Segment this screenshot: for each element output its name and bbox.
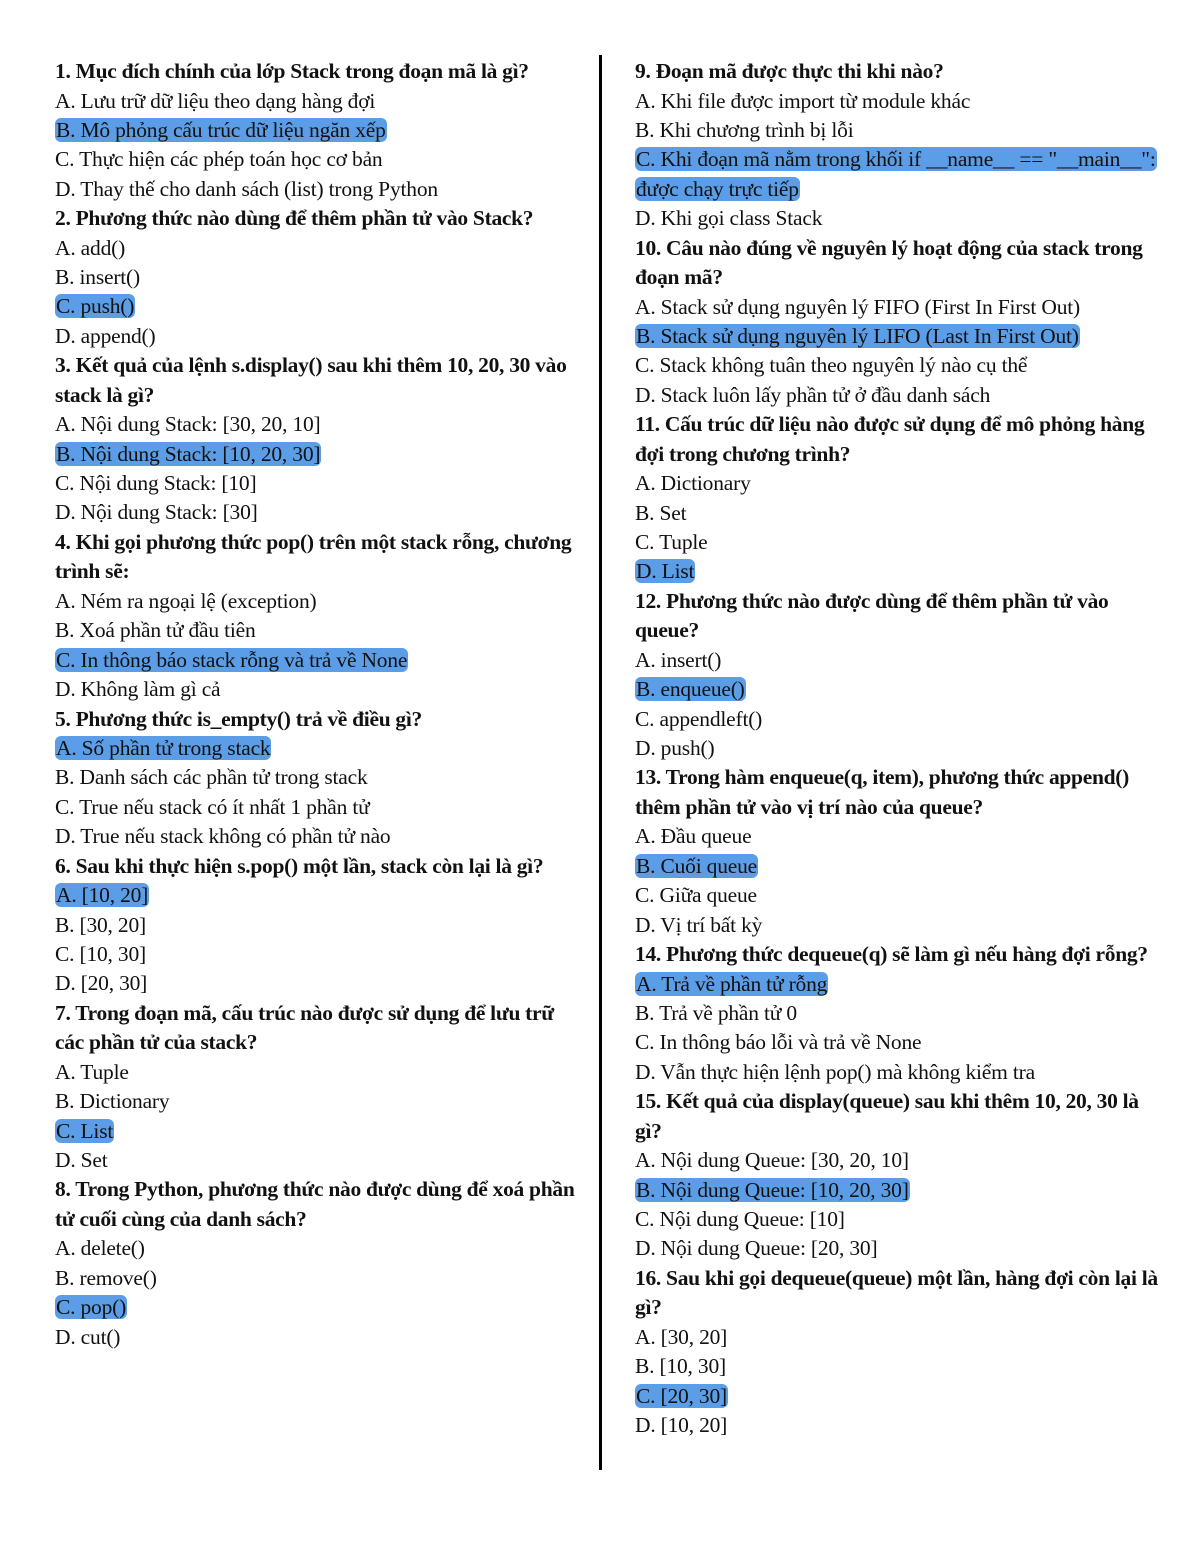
question-text: 7. Trong đoạn mã, cấu trúc nào được sử dụng để lưu trữ các phần tử của stack? (55, 1000, 554, 1055)
answer-option (635, 1058, 1160, 1087)
answer-option (55, 675, 575, 704)
question-text: 5. Phương thức is_empty() trả về điều gì? (55, 706, 422, 731)
answer-option (55, 793, 575, 822)
answer-option (55, 234, 575, 263)
answer-option (55, 616, 575, 645)
answer-text: D. Vị trí bất kỳ (635, 912, 763, 937)
answer-option (55, 175, 575, 204)
answer-option (635, 499, 1160, 528)
answer-text: C. Nội dung Queue: [10] (635, 1206, 845, 1231)
answer-option (635, 557, 1160, 586)
answer-option (635, 1234, 1160, 1263)
answer-text: C. True nếu stack có ít nhất 1 phần tử (55, 794, 370, 819)
left-column (55, 57, 575, 1352)
answer-text: C. Tuple (635, 529, 708, 554)
highlighted-answer: A. Trả về phần tử rỗng (636, 971, 828, 996)
answer-text: A. Nội dung Stack: [30, 20, 10] (55, 412, 321, 437)
answer-text: D. cut() (55, 1324, 121, 1349)
answer-option (635, 528, 1160, 557)
answer-option (635, 381, 1160, 410)
question-text: 15. Kết quả của display(queue) sau khi thêm 10, 20, 30 là gì? (635, 1089, 1139, 1143)
answer-text: A. Lưu trữ dữ liệu theo dạng hàng đợi (55, 88, 376, 113)
highlighted-answer: A. [10, 20] (56, 883, 149, 908)
question-block (635, 940, 1160, 1087)
answer-text: D. Set (55, 1147, 108, 1172)
answer-option (635, 469, 1160, 498)
question-block (55, 999, 575, 1176)
question-block (55, 351, 575, 528)
answer-option (635, 1352, 1160, 1381)
answer-option (55, 881, 575, 910)
answer-option (635, 204, 1160, 233)
answer-text: B. [30, 20] (55, 912, 146, 937)
answer-option (55, 1323, 575, 1352)
answer-option (55, 822, 575, 851)
answer-option (55, 322, 575, 351)
answer-option (635, 705, 1160, 734)
answer-text: A. Stack sử dụng nguyên lý FIFO (First In First Out) (635, 294, 1080, 319)
answer-option (55, 646, 575, 675)
answer-text: C. appendleft() (635, 706, 763, 731)
question-block (635, 1087, 1160, 1264)
answer-option (55, 587, 575, 616)
answer-option (55, 469, 575, 498)
highlighted-answer: B. Stack sử dụng nguyên lý LIFO (Last In First Out) (636, 323, 1079, 348)
answer-text: D. append() (55, 323, 156, 348)
highlighted-answer: B. enqueue() (636, 677, 745, 702)
answer-option (635, 116, 1160, 145)
question-block (55, 1175, 575, 1352)
highlighted-answer: A. Số phần tử trong stack (56, 736, 271, 760)
question-text: 12. Phương thức nào được dùng để thêm phần tử vào queue? (635, 588, 1109, 643)
answer-option (55, 410, 575, 439)
answer-text: D. Nội dung Stack: [30] (55, 500, 258, 525)
answer-text: A. Đầu queue (635, 824, 752, 849)
highlighted-answer: C. Khi đoạn mã nằm trong khối if __name__ == "__main__": được chạy trực tiếp (636, 147, 1156, 201)
answer-text: A. add() (55, 235, 126, 260)
question-block (55, 528, 575, 705)
answer-option (635, 675, 1160, 704)
answer-text: A. Nội dung Queue: [30, 20, 10] (635, 1148, 909, 1173)
question-text: 6. Sau khi thực hiện s.pop() một lần, stack còn lại là gì? (55, 853, 544, 878)
answer-option (55, 763, 575, 792)
highlighted-answer: C. pop() (56, 1295, 127, 1320)
question-text: 16. Sau khi gọi dequeue(queue) một lần, hàng đợi còn lại là gì? (635, 1265, 1158, 1320)
column-divider (599, 55, 602, 1470)
answer-option (55, 969, 575, 998)
answer-text: C. In thông báo lỗi và trả về None (635, 1030, 922, 1055)
answer-option (55, 1264, 575, 1293)
question-text: 9. Đoạn mã được thực thi khi nào? (635, 59, 944, 83)
question-text: 13. Trong hàm enqueue(q, item), phương thức append() thêm phần tử vào vị trí nào của queue? (635, 765, 1129, 819)
answer-text: B. Set (635, 500, 687, 525)
question-block (635, 587, 1160, 764)
answer-text: C. Stack không tuân theo nguyên lý nào cụ thể (635, 353, 1028, 378)
highlighted-answer: B. Nội dung Stack: [10, 20, 30] (56, 441, 321, 466)
highlighted-answer: B. Cuối queue (636, 853, 758, 878)
answer-option (55, 734, 575, 763)
answer-option (635, 734, 1160, 763)
question-block (55, 204, 575, 351)
answer-text: B. Dictionary (55, 1089, 170, 1114)
answer-text: A. Tuple (55, 1059, 129, 1084)
highlighted-answer: C. push() (56, 294, 135, 319)
answer-text: B. Xoá phần tử đầu tiên (55, 618, 256, 643)
answer-text: C. Nội dung Stack: [10] (55, 471, 257, 496)
answer-text: D. push() (635, 736, 715, 760)
answer-text: D. Vẫn thực hiện lệnh pop() mà không kiểm tra (635, 1059, 1035, 1084)
answer-text: D. Thay thế cho danh sách (list) trong Python (55, 176, 438, 201)
answer-option (635, 970, 1160, 999)
answer-option (55, 1087, 575, 1116)
answer-text: C. [10, 30] (55, 941, 146, 966)
answer-text: B. remove() (55, 1265, 157, 1290)
answer-text: B. insert() (55, 265, 140, 290)
question-block (55, 852, 575, 999)
answer-option (635, 911, 1160, 940)
right-column (635, 57, 1160, 1440)
question-text: 10. Câu nào đúng về nguyên lý hoạt động của stack trong đoạn mã? (635, 235, 1143, 290)
highlighted-answer: C. [20, 30] (636, 1383, 727, 1408)
answer-option (55, 1058, 575, 1087)
answer-option (635, 1205, 1160, 1234)
answer-text: B. [10, 30] (635, 1354, 726, 1379)
question-text: 1. Mục đích chính của lớp Stack trong đoạn mã là gì? (55, 59, 529, 83)
highlighted-answer: C. In thông báo stack rỗng và trả về None (56, 647, 408, 672)
answer-text: A. delete() (55, 1236, 145, 1261)
answer-text: D. Khi gọi class Stack (635, 206, 823, 231)
answer-text: D. [10, 20] (635, 1413, 728, 1437)
answer-option (55, 1146, 575, 1175)
answer-text: B. Trả về phần tử 0 (635, 1000, 797, 1025)
answer-text: C. Thực hiện các phép toán học cơ bản (55, 147, 383, 172)
question-block (635, 410, 1160, 587)
answer-text: B. Khi chương trình bị lỗi (635, 117, 854, 142)
highlighted-answer: D. List (636, 559, 695, 584)
answer-text: D. Nội dung Queue: [20, 30] (635, 1236, 878, 1261)
answer-option (635, 351, 1160, 380)
answer-option (55, 87, 575, 116)
answer-option (55, 1293, 575, 1322)
answer-option (635, 852, 1160, 881)
answer-text: A. [30, 20] (635, 1324, 728, 1349)
answer-text: D. True nếu stack không có phần tử nào (55, 824, 391, 849)
answer-option (635, 1382, 1160, 1411)
answer-option (635, 1411, 1160, 1440)
question-block (635, 1264, 1160, 1441)
question-text: 4. Khi gọi phương thức pop() trên một stack rỗng, chương trình sẽ: (55, 529, 572, 584)
answer-option (55, 292, 575, 321)
answer-option (635, 881, 1160, 910)
answer-text: A. Ném ra ngoại lệ (exception) (55, 588, 317, 613)
answer-text: B. Danh sách các phần tử trong stack (55, 765, 368, 790)
answer-option (635, 293, 1160, 322)
question-block (55, 57, 575, 204)
answer-text: A. Khi file được import từ module khác (635, 88, 971, 113)
answer-text: A. insert() (635, 647, 722, 672)
answer-text: D. Stack luôn lấy phần tử ở đầu danh sách (635, 382, 991, 407)
question-text: 8. Trong Python, phương thức nào được dùng để xoá phần tử cuối cùng của danh sách? (55, 1177, 575, 1231)
question-text: 2. Phương thức nào dùng để thêm phần tử vào Stack? (55, 206, 534, 231)
answer-option (55, 145, 575, 174)
answer-option (55, 1234, 575, 1263)
answer-option (55, 498, 575, 527)
answer-option (55, 116, 575, 145)
answer-option (55, 263, 575, 292)
highlighted-answer: C. List (56, 1118, 114, 1143)
question-block (55, 705, 575, 852)
answer-option (55, 440, 575, 469)
answer-option (635, 1323, 1160, 1352)
question-block (635, 57, 1160, 234)
question-block (635, 763, 1160, 940)
answer-option (55, 940, 575, 969)
answer-option (635, 1146, 1160, 1175)
answer-option (635, 87, 1160, 116)
answer-option (635, 999, 1160, 1028)
highlighted-answer: B. Mô phỏng cấu trúc dữ liệu ngăn xếp (56, 117, 386, 142)
answer-option (635, 1028, 1160, 1057)
answer-text: C. Giữa queue (635, 883, 757, 908)
question-block (635, 234, 1160, 411)
answer-text: D. Không làm gì cả (55, 677, 221, 702)
question-text: 14. Phương thức dequeue(q) sẽ làm gì nếu hàng đợi rỗng? (635, 942, 1148, 967)
answer-option (55, 1117, 575, 1146)
highlighted-answer: B. Nội dung Queue: [10, 20, 30] (636, 1177, 909, 1202)
answer-option (635, 322, 1160, 351)
answer-option (635, 646, 1160, 675)
answer-option (635, 145, 1160, 204)
answer-option (55, 911, 575, 940)
question-text: 11. Cấu trúc dữ liệu nào được sử dụng để mô phỏng hàng đợi trong chương trình? (635, 412, 1145, 466)
answer-option (635, 822, 1160, 851)
answer-text: D. [20, 30] (55, 971, 148, 996)
answer-option (635, 1176, 1160, 1205)
answer-text: A. Dictionary (635, 471, 751, 496)
question-text: 3. Kết quả của lệnh s.display() sau khi thêm 10, 20, 30 vào stack là gì? (55, 353, 567, 407)
